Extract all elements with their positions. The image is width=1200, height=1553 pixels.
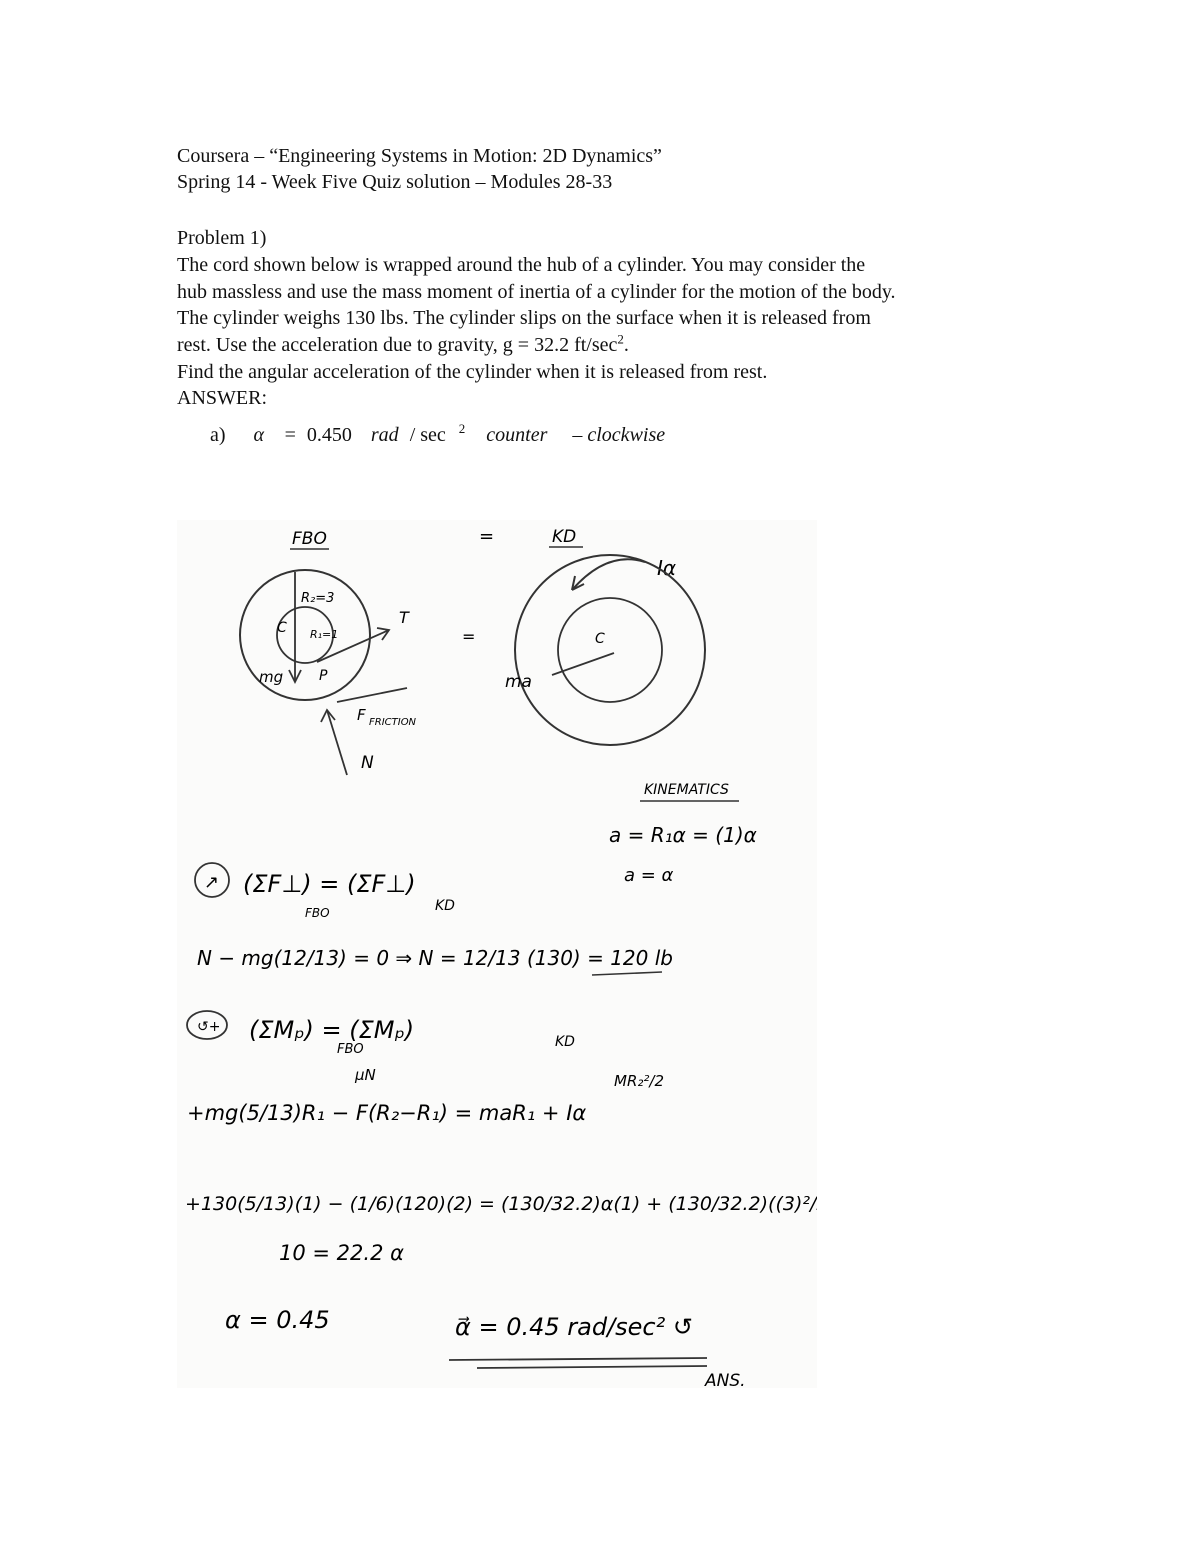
hw-c-label-kd: C	[595, 631, 605, 647]
hw-kinematics-eq2: a = α	[624, 865, 674, 886]
answer-unit-sup: 2	[458, 421, 466, 437]
answer-line	[210, 421, 666, 447]
hw-normal-result-underline	[592, 972, 662, 975]
answer-direction-clockwise: – clockwise	[572, 424, 666, 446]
hw-mg-label: mg	[259, 668, 284, 686]
problem-line-4-end: .	[623, 334, 629, 356]
answer-prefix: a)	[210, 424, 226, 446]
hw-force-direction-arrow: ↗	[204, 872, 220, 893]
problem-line-4-sup: 2	[617, 331, 624, 347]
hw-final-answer: α⃗ = 0.45 rad/sec² ↺	[455, 1313, 693, 1341]
problem-line-2: hub massless and use the mass moment of inertia of a cylinder for the motion of the body.	[177, 281, 896, 303]
answer-equals: =	[284, 424, 296, 446]
hw-friction-arrow	[337, 688, 407, 702]
problem-title: Problem 1)	[177, 227, 267, 249]
hw-sum-moments-kd: KD	[555, 1034, 575, 1050]
hw-moment-direction-sign: ↺+	[197, 1019, 221, 1035]
hw-kinematics-label: KINEMATICS	[644, 782, 729, 798]
hw-kinematics-eq1: a = R₁α = (1)α	[609, 823, 757, 847]
hw-alpha-result: α = 0.45	[225, 1306, 330, 1334]
answer-label: ANSWER:	[177, 387, 267, 409]
hw-equals-mid: =	[462, 627, 476, 646]
hw-friction-label: F	[357, 706, 366, 724]
header-line-2: Spring 14 - Week Five Quiz solution – Modules 28-33	[177, 171, 613, 193]
problem-line-4-text: rest. Use the acceleration due to gravity, g = 32.2 ft/sec	[177, 334, 618, 356]
hw-moment-equation: +mg(5/13)R₁ − F(R₂−R₁) = maR₁ + Iα	[187, 1101, 587, 1125]
problem-line-3: The cylinder weighs 130 lbs. The cylinder slips on the surface when it is released from	[177, 307, 871, 329]
hw-friction-subscript: FRICTION	[369, 717, 417, 728]
handwritten-solution-scan	[177, 520, 817, 1388]
answer-direction-counter: counter	[486, 424, 548, 446]
hw-normal-equation: N − mg(12/13) = 0 ⇒ N = 12/13 (130) = 120 lb	[197, 946, 673, 970]
handwritten-solution-drawing	[177, 520, 817, 1388]
hw-ans-label: ANS.	[705, 1371, 746, 1388]
hw-simplified-equation: 10 = 22.2 α	[279, 1241, 404, 1265]
hw-equals-top: =	[479, 526, 495, 547]
hw-fbo-label: FBO	[292, 529, 327, 549]
hw-mu-n: μN	[355, 1066, 376, 1084]
hw-mr2: MR₂²/2	[614, 1072, 664, 1090]
hw-kd-label: KD	[552, 527, 577, 547]
hw-ma-arrow	[552, 653, 614, 675]
hw-sum-forces-kd: KD	[435, 898, 455, 914]
answer-unit-sec: / sec	[409, 424, 446, 446]
answer-unit-rad: rad	[370, 424, 399, 446]
problem-line-1: The cord shown below is wrapped around the hub of a cylinder. You may consider the	[177, 254, 866, 276]
hw-r2-label: R₂=3	[301, 591, 335, 606]
hw-sum-forces-fbo: FBO	[305, 906, 330, 920]
hw-final-underline-2	[477, 1366, 707, 1368]
hw-normal-arrow	[327, 710, 347, 775]
problem-line-5: Find the angular acceleration of the cylinder when it is released from rest.	[177, 361, 768, 383]
hw-ma-label: ma	[505, 672, 532, 692]
answer-value: 0.450	[306, 424, 352, 446]
hw-kd-hub-circle	[558, 598, 662, 702]
hw-sum-moments: (ΣMₚ) = (ΣMₚ)	[249, 1016, 415, 1044]
hw-r1-label: R₁=1	[310, 628, 339, 641]
hw-i-alpha: Iα	[657, 556, 677, 580]
hw-kd-outer-circle	[515, 555, 705, 745]
hw-p-label: P	[319, 668, 328, 684]
hw-numeric-equation: +130(5/13)(1) − (1/6)(120)(2) = (130/32.2)α(1) + (130/32.2)((3)²/2)α	[185, 1193, 817, 1215]
hw-c-label-fbo: C	[277, 620, 287, 636]
hw-t-label: T	[399, 608, 409, 627]
answer-symbol: α⃗	[253, 424, 280, 446]
hw-n-label: N	[361, 753, 374, 773]
problem-line-4	[177, 332, 629, 358]
header-line-1: Coursera – “Engineering Systems in Motion: 2D Dynamics”	[177, 145, 662, 167]
hw-sum-moments-fbo: FBO	[337, 1042, 364, 1057]
hw-sum-forces: (ΣF⊥) = (ΣF⊥)	[243, 870, 416, 898]
hw-final-underline-1	[449, 1358, 707, 1360]
